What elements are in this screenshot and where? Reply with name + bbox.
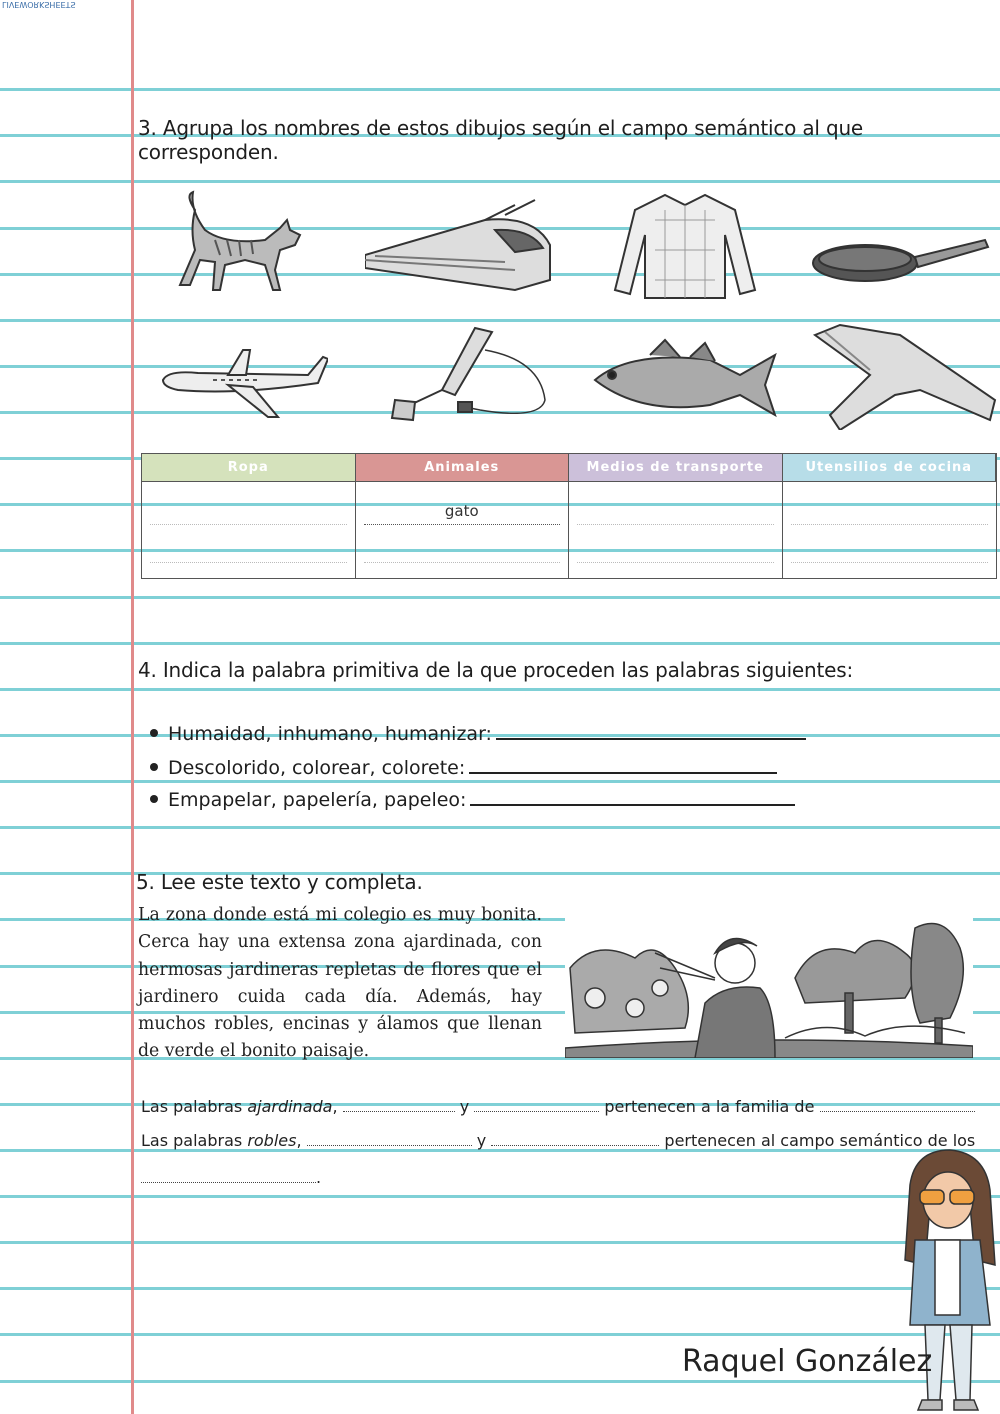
blank-1c[interactable] [820, 1111, 975, 1112]
q4-answer-2[interactable] [469, 772, 777, 774]
q4-answer-3[interactable] [470, 804, 795, 806]
cell-utensilios[interactable] [783, 482, 997, 578]
fish-drawing [590, 335, 780, 425]
blank-2a[interactable] [307, 1145, 472, 1146]
bullet [150, 795, 158, 803]
q5-title: 5. Lee este texto y completa. [136, 870, 423, 894]
trousers-drawing [810, 320, 1000, 430]
gardener-illustration [565, 908, 973, 1058]
cell-transporte[interactable] [569, 482, 783, 578]
line1-start: Las palabras [141, 1097, 248, 1116]
blank-1a[interactable] [343, 1111, 455, 1112]
completion-line-3 [141, 1168, 321, 1187]
header-utensilios: Utensilios de cocina [783, 454, 997, 482]
q4-item-2-text: Descolorido, colorear, colorete: [168, 757, 466, 779]
line1-end: pertenecen a la familia de [604, 1097, 815, 1116]
semantic-field-table [141, 453, 997, 579]
line1-and: y [459, 1097, 470, 1116]
line3-end: . [316, 1168, 322, 1187]
blank-2b[interactable] [491, 1145, 659, 1146]
line2-and: y [476, 1131, 487, 1150]
q4-item-1 [150, 723, 806, 745]
hand-blender-drawing [380, 320, 550, 430]
header-ropa: Ropa [142, 454, 356, 482]
q4-item-3-text: Empapelar, papelería, papeleo: [168, 789, 467, 811]
q4-item-1-text: Humaidad, inhumano, humanizar: [168, 723, 492, 745]
watermark: LIVEWORKSHEETS [2, 0, 76, 9]
frying-pan-drawing [810, 225, 990, 290]
line1-word: ajardinada [247, 1097, 333, 1116]
bullet [150, 729, 158, 737]
cell-ropa[interactable] [142, 482, 356, 578]
margin-line [131, 0, 134, 1414]
q4-item-3 [150, 789, 795, 811]
completion-line-2 [141, 1131, 975, 1150]
blank-3a[interactable] [141, 1182, 316, 1183]
blank-1b[interactable] [474, 1111, 599, 1112]
line1-comma: , [332, 1097, 338, 1116]
reading-text: La zona donde está mi colegio es muy bonita. Cerca hay una extensa zona ajardinada, con hermosas jardineras repletas de flores que el jardinero cuida cada día. Además, hay muchos robles, encinas y álamos que llenan de verde el bonito paisaje. [138, 905, 542, 1062]
answer-gato: gato [444, 502, 479, 520]
signature: Raquel González [682, 1344, 933, 1379]
line2-comma: , [296, 1131, 302, 1150]
q4-item-2 [150, 757, 777, 779]
airplane-drawing [158, 345, 328, 420]
header-transporte: Medios de transporte [569, 454, 783, 482]
q4-title: 4. Indica la palabra primitiva de la que proceden las palabras siguientes: [138, 658, 854, 682]
header-animales: Animales [356, 454, 570, 482]
completion-line-1 [141, 1097, 975, 1116]
line2-start: Las palabras [141, 1131, 248, 1150]
q4-answer-1[interactable] [496, 738, 806, 740]
line2-word: robles [247, 1131, 297, 1150]
shirt-drawing [610, 190, 760, 300]
cat-drawing [165, 190, 315, 300]
q3-title: 3. Agrupa los nombres de estos dibujos según el campo semántico al que corresponden. [138, 116, 864, 164]
line2-end: pertenecen al campo semántico de los [664, 1131, 976, 1150]
bullet [150, 763, 158, 771]
cell-animales[interactable] [356, 482, 570, 578]
train-drawing [365, 190, 555, 295]
